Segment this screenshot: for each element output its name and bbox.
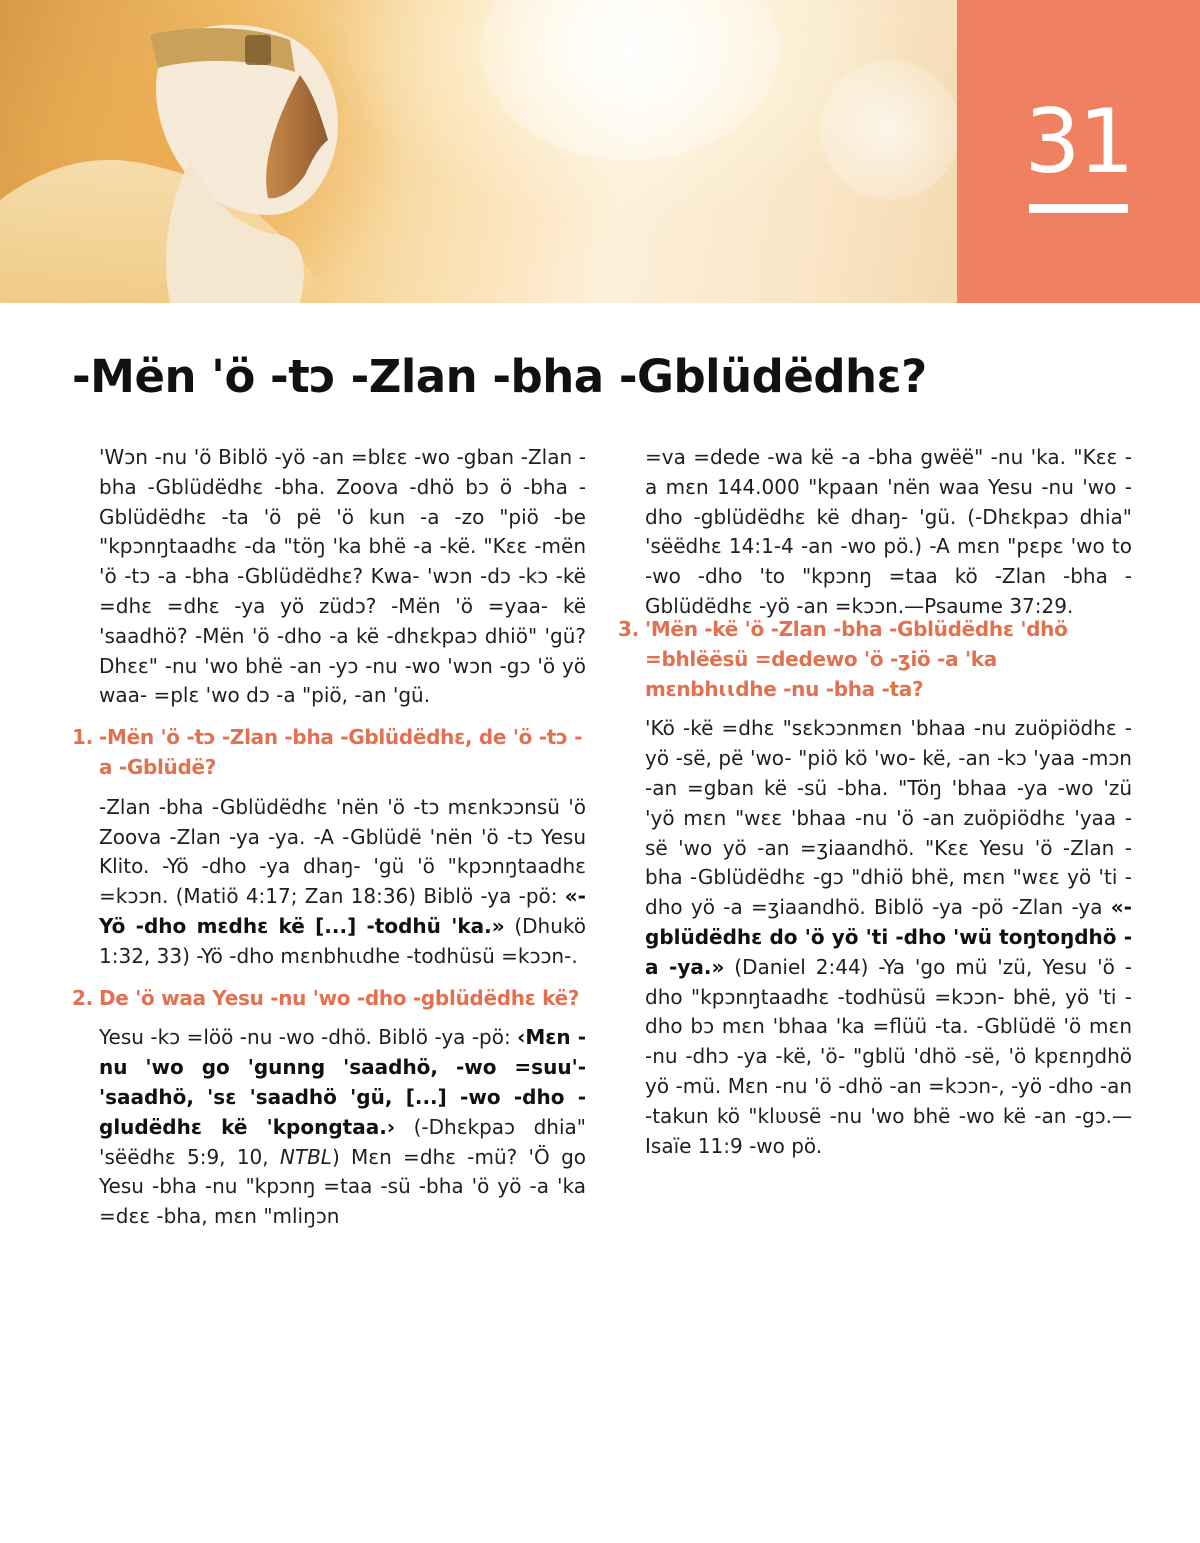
answer-2-continued-text: =va =dede -wa kë -a -bha gwëë" -nu 'ka. "Kɛɛ -a mɛn 144.000 "kpaan 'nën waa Yesu -nu 'wo -dho -gblüdëdhɛ kë dhaŋ- 'gü. (-Dhɛkpaɔ dhia" 'sëëdhɛ 14:1-4 -an -wo pö.) -A mɛn "pɛpɛ 'wo to -wo -dho 'to "kpɔnŋ =taa kö -Zlan -bha -Gblüdëdhɛ -yö -an =kɔɔn.—Psaume 37:29. [645, 445, 1132, 618]
page-title: -Mën 'ö -tɔ -Zlan -bha -Gblüdëdhɛ? [72, 350, 927, 403]
question-3-text: 'Mën -kë 'ö -Zlan -bha -Gblüdëdhɛ 'dhö =bhlëësü =dedewo 'ö -ʒiö -a 'ka mɛnbhɩɩdhe -nu -bha -ta? [645, 617, 1068, 701]
intro-paragraph: 'Wɔn -nu 'ö Biblö -yö -an =blɛɛ -wo -gban -Zlan -bha -Gblüdëdhɛ -bha. Zoova -dhö bɔ ö -bha -Gblüdëdhɛ -ta 'ö pë 'ö kun -a -zo "piö -be "kpɔnŋtaadhɛ -da "töŋ 'ka bhë -a -kë. "Kɛɛ -mën 'ö -tɔ -a -bha -Gblüdëdhɛ? Kwa- 'wɔn -dɔ -kɔ -kë =dhɛ =dhɛ -ya yö züdɔ? -Mën 'ö =yaa- kë 'saadhö? -Mën 'ö -dho -a kë -dhɛkpaɔ dhiö" 'gü? Dhɛɛ" -nu 'wo bhë -an -yɔ -nu -wo 'wɔn -gɔ 'ö yö waa- =plɛ 'wo dɔ -a "piö, -an 'gü. [99, 445, 586, 708]
answer-2-quote: ‹Mɛn -nu 'wo go 'gunng 'saadhö, -wo =suu'- 'saadhö, 'sɛ 'saadhö 'gü, [...] -wo -dho -gludëdhɛ kë 'kpongtaa.› [99, 1025, 586, 1139]
answer-3-text-1: 'Kö -kë =dhɛ "sɛkɔɔnmɛn 'bhaa -nu zuöpiödhɛ -yö -së, pë 'wo- "piö kö 'wo- kë, -an -kɔ 'yaa -mɔn -an =gban kë -sü -bha. "Töŋ 'bhaa -ya -wo 'zü 'yö mɛn "wɛɛ 'bhaa -nu 'ö -an zuöpiödhɛ 'yaa -së 'wo yö -an =ʒiaandhö. "Kɛɛ Yesu 'ö -Zlan -bha -Gblüdëdhɛ -gɔ "dhiö bhë, mɛn "wɛɛ yö 'ti -dho yö -a =ʒiaandhö. Biblö -ya -pö -Zlan -ya [645, 716, 1132, 920]
left-column [72, 443, 586, 1229]
king-figure-illustration [0, 0, 957, 303]
answer-1-text-1: -Zlan -bha -Gblüdëdhɛ 'nën 'ö -tɔ mɛnkɔɔnsü 'ö Zoova -Zlan -ya -ya. -A -Gblüdë 'nën 'ö -tɔ Yesu Klito. -Yö -dho -ya dhaŋ- 'gü 'ö "kpɔnŋtaadhɛ =kɔɔn. (Matiö 4:17; Zan 18:36) Biblö -ya -pö: [99, 794, 586, 909]
answer-1-paragraph [72, 793, 586, 972]
question-1-number: 1. [72, 725, 93, 750]
question-3-number: 3. [618, 617, 639, 641]
answer-2-text-3: ) Mɛn =dhɛ -mü? 'Ö go Yesu -bha -nu "kpɔnŋ =taa -sü -bha 'ö yö -a 'ka =dɛɛ -bha, mɛn "mliŋɔn [99, 1144, 586, 1229]
question-2-number: 2. [72, 985, 93, 1010]
answer-2-bible-version: NTBL [279, 1144, 332, 1169]
lesson-number-underline [1029, 204, 1128, 213]
lesson-number: 31 [1024, 90, 1133, 193]
answer-2-text-1: Yesu -kɔ =löö -nu -wo -dhö. Biblö -ya -pö: [99, 1025, 518, 1050]
answer-2-continued [618, 443, 1132, 618]
question-2 [72, 984, 586, 1014]
answer-1-text-2: (Dhukö 1:32, 33) -Yö -dho mɛnbhɩɩdhe -todhüsü =kɔɔn-. [99, 913, 586, 968]
question-1 [72, 723, 586, 783]
question-3 [618, 615, 1132, 704]
answer-1-quote: «-Yö -dho mɛdhɛ kë [...] -todhü 'ka.» [99, 884, 586, 938]
answer-3-quote: «-gblüdëdhɛ do 'ö yö 'ti -dho 'wü toŋtoŋdhö -a -ya.» [645, 895, 1132, 979]
answer-3-text-2: (Daniel 2:44) -Ya 'go mü 'zü, Yesu 'ö -dho "kpɔnŋtaadhɛ -todhüsü =kɔɔn- bhë, yö 'ti -dho bɔ mɛn 'bhaa 'ka =flüü -ta. -Gblüdë 'ö mɛn -nu -dhɔ -ya -kë, 'ö- "gblü 'dhö -së, 'ö kpɛnŋdhö yö -mü. Mɛn -nu 'ö -dhö -an =kɔɔn-, -yö -dho -an -takun kö "klʋʋsë -nu 'wo bhë -wo kë -an -gɔ.—Isaïe 11:9 -wo pö. [645, 954, 1132, 1158]
hero-image [0, 0, 957, 303]
lesson-number-badge [957, 0, 1200, 303]
question-2-text: De 'ö waa Yesu -nu 'wo -dho -gblüdëdhɛ kë? [99, 985, 580, 1010]
answer-2-text-2: (-Dhɛkpaɔ dhia" 'sëëdhɛ 5:9, 10, [99, 1114, 586, 1169]
answer-2-paragraph [72, 1023, 586, 1229]
question-1-text: -Mën 'ö -tɔ -Zlan -bha -Gblüdëdhɛ, de 'ö -tɔ -a -Gblüdë? [99, 725, 583, 779]
right-column [618, 443, 1132, 1171]
answer-3-paragraph [618, 714, 1132, 1161]
